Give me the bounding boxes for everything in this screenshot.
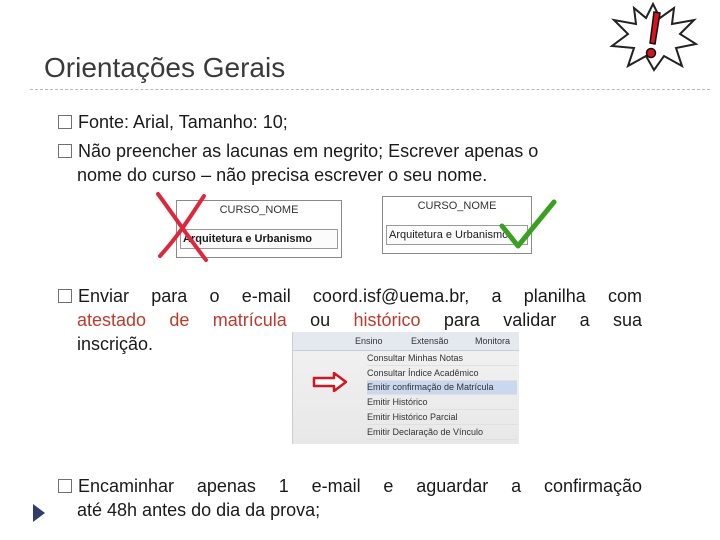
green-check-icon: [496, 196, 560, 252]
next-slide-triangle-icon[interactable]: [33, 504, 45, 522]
checkbox-bullet-icon: [58, 144, 72, 158]
transcript-text: histórico: [353, 310, 421, 330]
bullet-wait-confirmation: [58, 474, 642, 522]
menu-item-selected: Emitir confirmação de Matrícula: [367, 381, 517, 395]
bullet-text-continued: inscrição.: [77, 334, 154, 354]
field-label: CURSO_NOME: [219, 204, 299, 216]
checkbox-bullet-icon: [58, 479, 72, 493]
bullet-text-line2: [58, 308, 642, 332]
title-divider: [30, 89, 710, 90]
exclamation-burst-icon: [608, 2, 698, 72]
bullet-text: Encaminhar apenas 1 e-mail e aguardar a confirmação: [78, 476, 642, 496]
connector-text: ou: [310, 310, 331, 330]
page-title: Orientações Gerais: [44, 52, 286, 83]
menu-item: Emitir Histórico Parcial: [367, 411, 517, 425]
tab-extensao: Extensão: [411, 336, 449, 346]
checkbox-bullet-icon: [58, 115, 72, 129]
enrollment-certificate-text: atestado de matrícula: [77, 310, 287, 330]
menu-item: Consultar Minhas Notas: [367, 352, 517, 366]
field-label: CURSO_NOME: [417, 200, 497, 212]
field-value: Arquitetura e Urbanismo: [180, 229, 338, 249]
red-arrow-icon: [312, 372, 348, 392]
bullet-fill-instructions: [58, 139, 648, 187]
bullet-text: para validar a sua: [443, 310, 642, 330]
field-value: Arquitetura e Urbanismo: [386, 225, 528, 245]
bullet-text-continued: nome do curso – não precisa escrever o seu nome.: [77, 165, 488, 185]
red-cross-icon: [152, 190, 212, 264]
menu-item: Emitir Declaração de Vínculo: [367, 426, 517, 440]
bullet-font: [58, 110, 288, 134]
bullet-text: Não preencher as lacunas em negrito; Escrever apenas o: [78, 141, 539, 161]
bullet-text-continued: até 48h antes do dia da prova;: [77, 500, 321, 520]
tab-ensino: Ensino: [355, 336, 383, 346]
menu-item: Emitir Histórico: [367, 396, 517, 410]
bullet-text: Enviar para o e-mail coord.isf@uema.br, a planilha com: [78, 286, 642, 306]
menu-item: Consultar Índice Acadêmico: [367, 367, 517, 381]
bullet-text: Fonte: Arial, Tamanho: 10;: [78, 112, 288, 132]
checkbox-bullet-icon: [58, 289, 72, 303]
tab-monitora: Monitora: [475, 336, 511, 346]
